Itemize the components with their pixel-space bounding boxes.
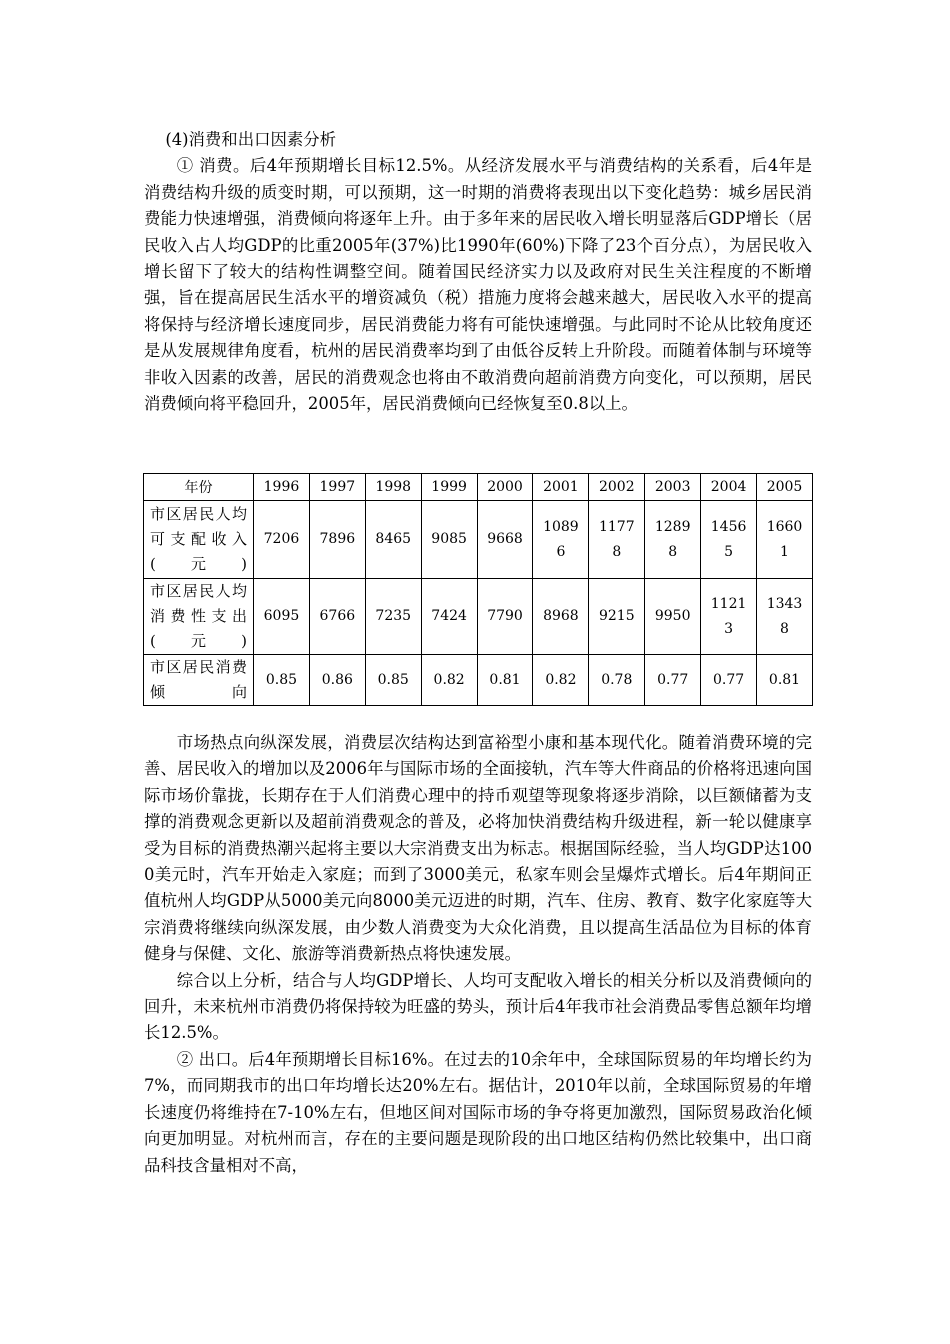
- table-cell: 0.77: [701, 655, 757, 706]
- table-cell: 0.86: [309, 655, 365, 706]
- table-header-year: 2004: [701, 474, 757, 501]
- table-cell: 12898: [645, 501, 701, 579]
- table-cell: 0.78: [589, 655, 645, 706]
- income-consumption-table: [143, 473, 813, 706]
- table-cell: 11778: [589, 501, 645, 579]
- table-cell: 0.85: [365, 655, 421, 706]
- table-header-row: [144, 474, 813, 501]
- table-cell: 7424: [421, 579, 477, 655]
- table-row: [144, 501, 813, 579]
- text-block-bottom: [144, 730, 812, 1179]
- table-header-year: 2005: [757, 474, 813, 501]
- paragraph-consumption: ① 消费。后4年预期增长目标12.5%。从经济发展水平与消费结构的关系看，后4年是消费结构升级的质变时期，可以预期，这一时期的消费将表现出以下变化趋势：城乡居民消费能力快速增强，消费倾向将逐年上升。由于多年来的居民收入增长明显落后GDP增长（居民收入占人均GDP的比重2005年(37%)比1990年(60%)下降了23个百分点），为居民收入增长留下了较大的结构性调整空间。随着国民经济实力以及政府对民生关注程度的不断增强，旨在提高居民生活水平的增资减负（税）措施力度将会越来越大，居民收入水平的提高将保持与经济增长速度同步，居民消费能力将有可能快速增强。与此同时不论从比较角度还是从发展规律角度看，杭州的居民消费率均到了由低谷反转上升阶段。而随着体制与环境等非收入因素的改善，居民的消费观念也将由不敢消费向超前消费方向变化，可以预期，居民消费倾向将平稳回升，2005年，居民消费倾向已经恢复至0.8以上。: [144, 156, 812, 414]
- table-cell: 0.81: [757, 655, 813, 706]
- row-label-spending: 市区居民人均消费性支出(元): [144, 579, 254, 655]
- table-cell: 0.82: [421, 655, 477, 706]
- table-cell: 9215: [589, 579, 645, 655]
- table-cell: 7896: [309, 501, 365, 579]
- table-cell: 0.77: [645, 655, 701, 706]
- row-label-income: 市区居民人均可支配收入(元): [144, 501, 254, 579]
- table-header-year: 2002: [589, 474, 645, 501]
- table-cell: 9085: [421, 501, 477, 579]
- section-heading: (4)消费和出口因素分析: [165, 130, 337, 149]
- table-header-year: 1999: [421, 474, 477, 501]
- table-cell: 13438: [757, 579, 813, 655]
- table-header-year: 2000: [477, 474, 533, 501]
- table-row: [144, 655, 813, 706]
- table-header-year: 2003: [645, 474, 701, 501]
- table-cell: 7206: [254, 501, 310, 579]
- table-cell: 7790: [477, 579, 533, 655]
- table-cell: 9668: [477, 501, 533, 579]
- paragraph-export: ② 出口。后4年预期增长目标16%。在过去的10余年中，全球国际贸易的年均增长约为7%，而同期我市的出口年均增长达20%左右。据估计，2010年以前，全球国际贸易的年增长速度仍将维持在7-10%左右，但地区间对国际市场的争夺将更加激烈，国际贸易政治化倾向更加明显。对杭州而言，存在的主要问题是现阶段的出口地区结构仍然比较集中，出口商品科技含量相对不高，: [144, 1049, 812, 1175]
- table-header-year: 2001: [533, 474, 589, 501]
- text-block-top: [144, 127, 812, 417]
- table-cell: 6766: [309, 579, 365, 655]
- table-cell: 16601: [757, 501, 813, 579]
- table-cell: 7235: [365, 579, 421, 655]
- table-cell: 14565: [701, 501, 757, 579]
- table-header-year: 1996: [254, 474, 310, 501]
- table-cell: 0.85: [254, 655, 310, 706]
- table-cell: 0.82: [533, 655, 589, 706]
- paragraph-market-hotspots: 市场热点向纵深发展，消费层次结构达到富裕型小康和基本现代化。随着消费环境的完善、居民收入的增加以及2006年与国际市场的全面接轨，汽车等大件商品的价格将迅速向国际市场价靠拢，长期存在于人们消费心理中的持币观望等现象将逐步消除，以巨额储蓄为支撑的消费观念更新以及超前消费观念的普及，必将加快消费结构升级进程，新一轮以健康享受为目标的消费热潮兴起将主要以大宗消费支出为标志。根据国际经验，当人均GDP达1000美元时，汽车开始走入家庭；而到了3000美元，私家车则会呈爆炸式增长。后4年期间正值杭州人均GDP从5000美元向8000美元迈进的时期，汽车、住房、教育、数字化家庭等大宗消费将继续向纵深发展，由少数人消费变为大众化消费，且以提高生活品位为目标的体育健身与保健、文化、旅游等消费新热点将快速发展。: [144, 733, 812, 964]
- table-cell: 11213: [701, 579, 757, 655]
- table-header-year-label: 年份: [144, 474, 254, 501]
- table-row: [144, 579, 813, 655]
- table-header-year: 1998: [365, 474, 421, 501]
- table-cell: 10896: [533, 501, 589, 579]
- table-cell: 8968: [533, 579, 589, 655]
- table-cell: 0.81: [477, 655, 533, 706]
- table-cell: 8465: [365, 501, 421, 579]
- table-cell: 6095: [254, 579, 310, 655]
- table-header-year: 1997: [309, 474, 365, 501]
- paragraph-summary: 综合以上分析，结合与人均GDP增长、人均可支配收入增长的相关分析以及消费倾向的回升，未来杭州市消费仍将保持较为旺盛的势头，预计后4年我市社会消费品零售总额年均增长12.5%。: [144, 970, 812, 1043]
- table-cell: 9950: [645, 579, 701, 655]
- row-label-propensity: 市区居民消费倾向: [144, 655, 254, 706]
